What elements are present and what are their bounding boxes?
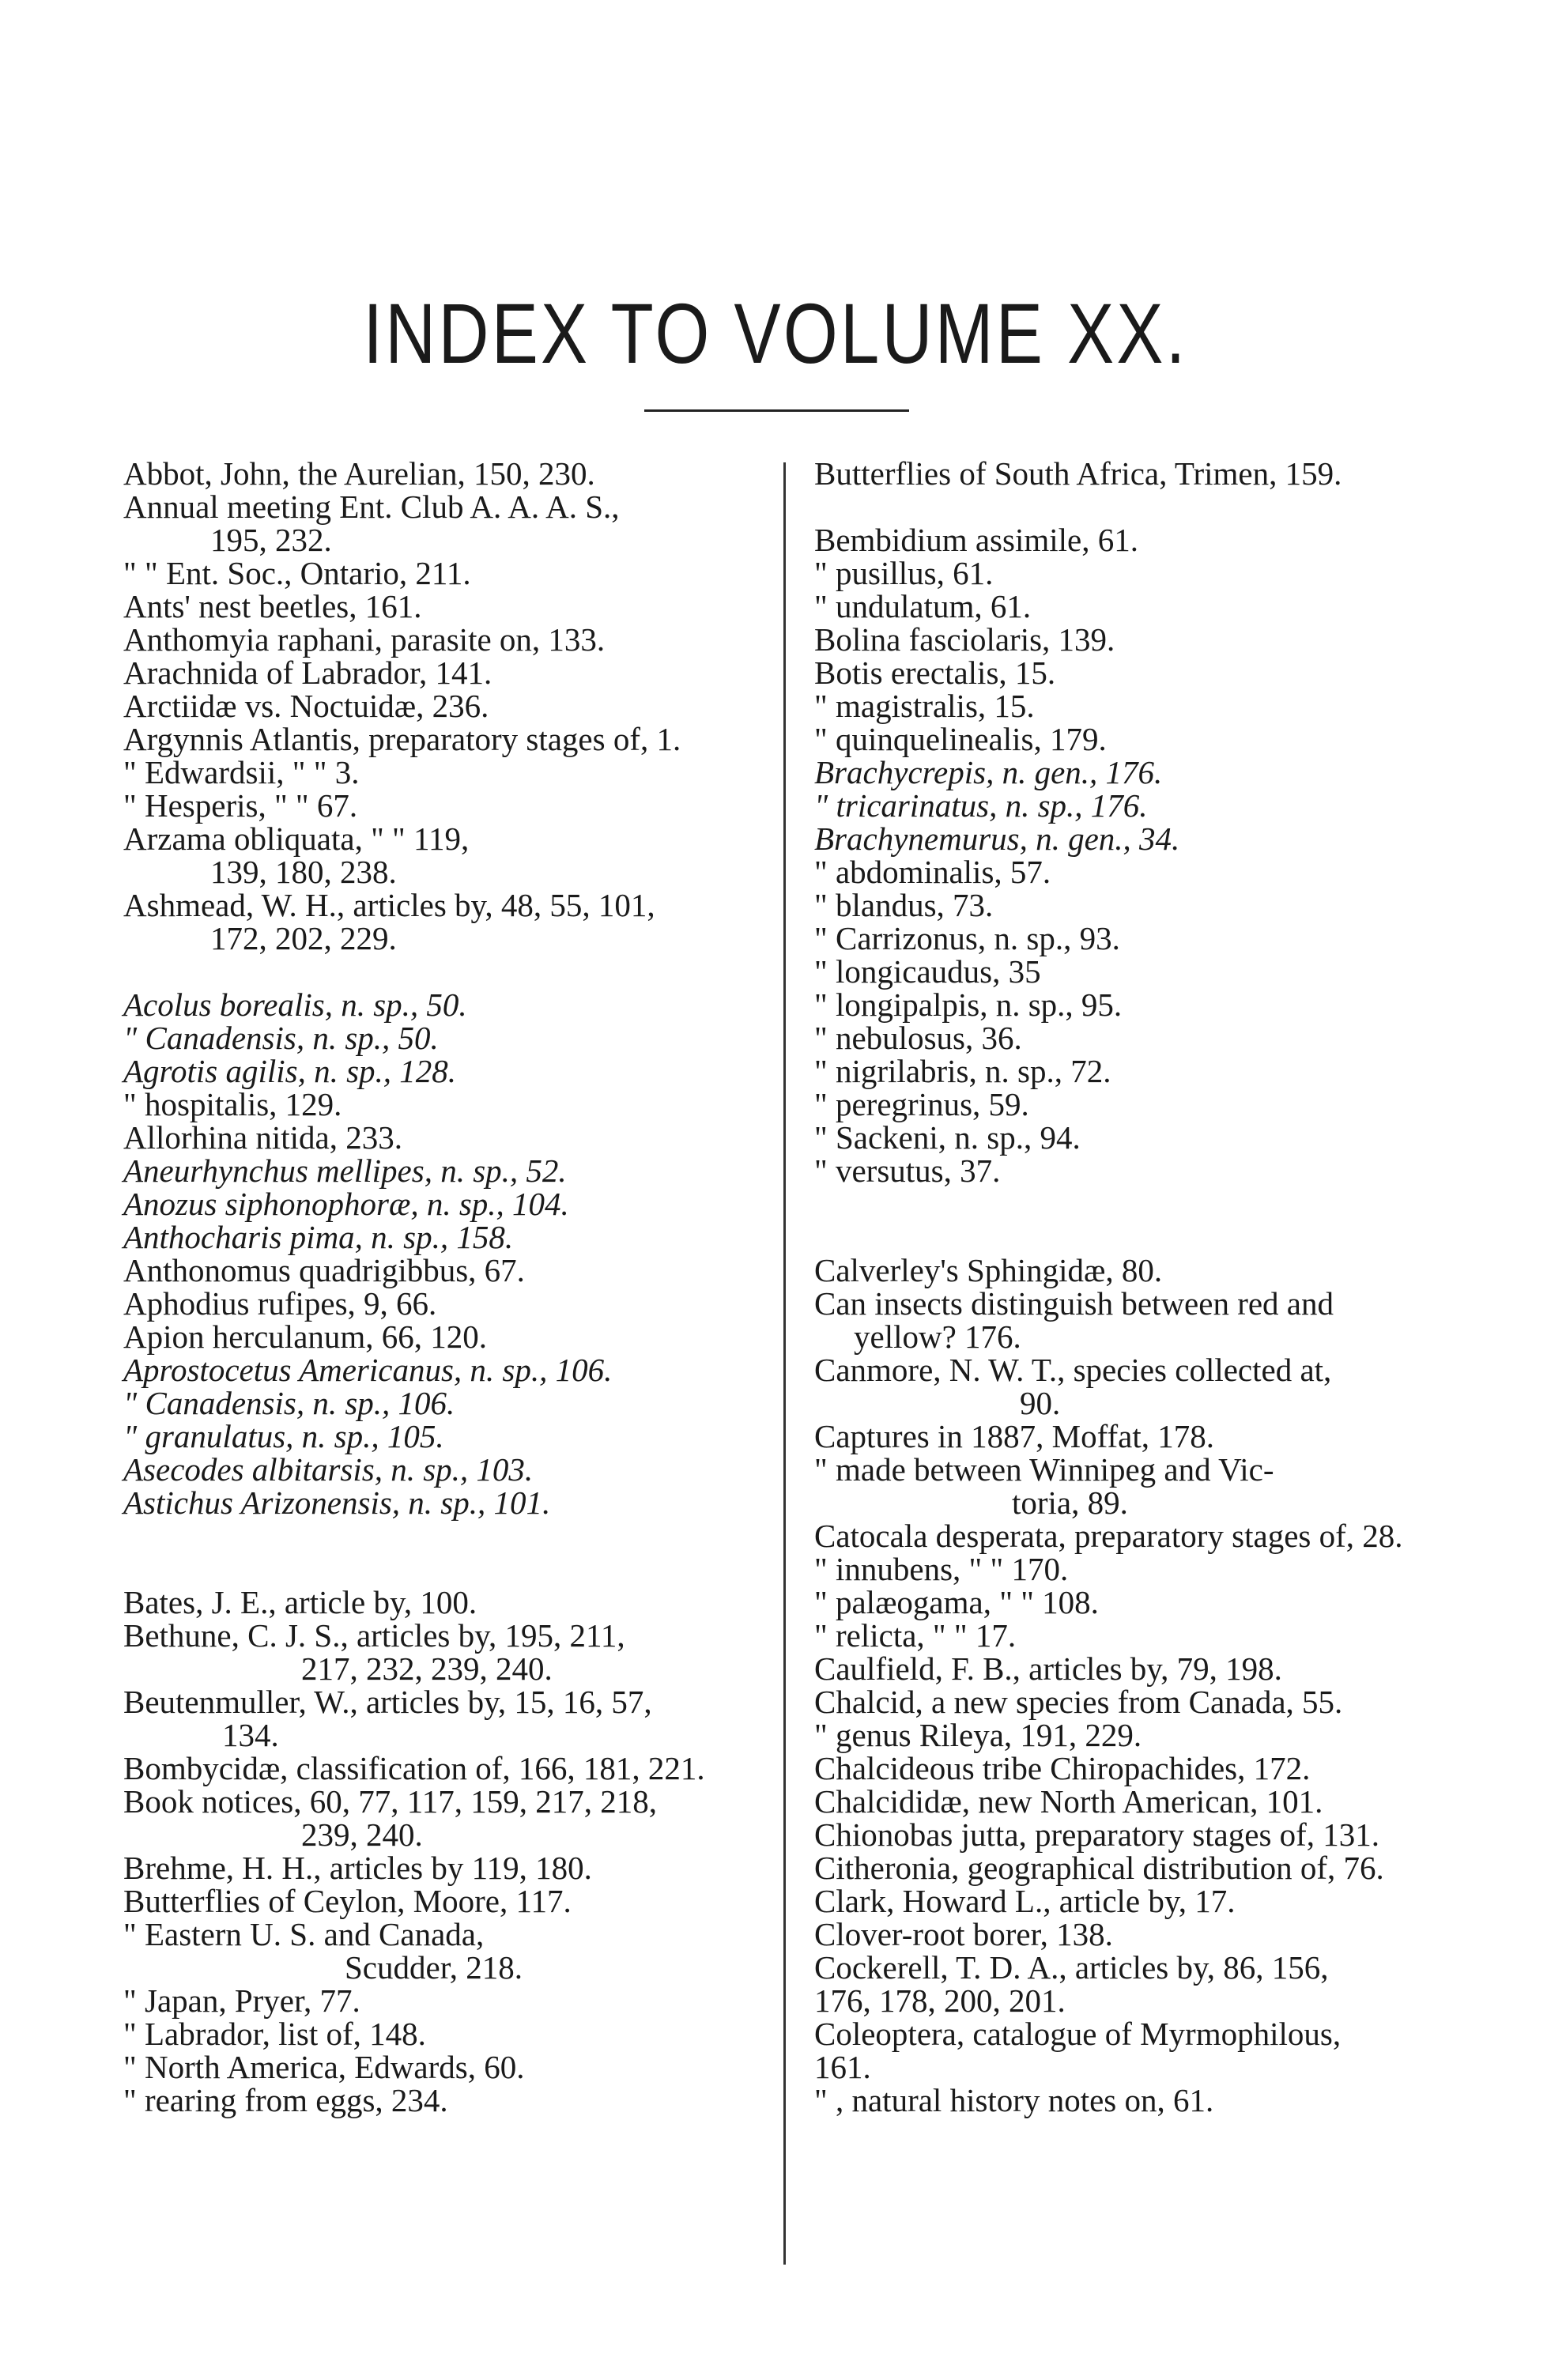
- index-entry: Anozus siphonophoræ, n. sp., 104.: [123, 1186, 569, 1222]
- index-entry: Caulfield, F. B., articles by, 79, 198.: [814, 1650, 1282, 1687]
- index-entry: " peregrinus, 59.: [814, 1086, 1029, 1122]
- index-entry: Chionobas jutta, preparatory stages of, 131.: [814, 1816, 1380, 1853]
- index-entry: " nebulosus, 36.: [814, 1020, 1022, 1056]
- index-entry: " undulatum, 61.: [814, 588, 1032, 624]
- index-entry: " blandus, 73.: [814, 887, 994, 923]
- index-entry: " Hesperis, " " 67.: [123, 787, 358, 824]
- index-entry: Butterflies of Ceylon, Moore, 117.: [123, 1883, 572, 1919]
- index-entry: Arzama obliquata, " " 119,: [123, 820, 470, 857]
- index-entry: 217, 232, 239, 240.: [301, 1650, 553, 1687]
- index-entry: Aphodius rufipes, 9, 66.: [123, 1285, 437, 1322]
- index-entry: Brehme, H. H., articles by 119, 180.: [123, 1850, 592, 1886]
- index-entry: Canmore, N. W. T., species collected at,: [814, 1352, 1332, 1388]
- index-entry: " hospitalis, 129.: [123, 1086, 342, 1122]
- index-entry: 139, 180, 238.: [210, 854, 397, 890]
- column-divider: [783, 462, 786, 2265]
- index-entry: " Japan, Pryer, 77.: [123, 1982, 360, 2019]
- index-entry: Anthonomus quadrigibbus, 67.: [123, 1252, 525, 1288]
- index-entry: 176, 178, 200, 201.: [814, 1982, 1066, 2019]
- index-entry: Citheronia, geographical distribution of, 76.: [814, 1850, 1384, 1886]
- index-entry: Bembidium assimile, 61.: [814, 522, 1138, 558]
- index-entry: Astichus Arizonensis, n. sp., 101.: [123, 1484, 551, 1521]
- index-entry: Acolus borealis, n. sp., 50.: [123, 986, 467, 1023]
- index-entry: Aprostocetus Americanus, n. sp., 106.: [123, 1352, 613, 1388]
- index-entry: toria, 89.: [1012, 1484, 1128, 1521]
- index-entry: Anthocharis pima, n. sp., 158.: [123, 1219, 514, 1255]
- index-entry: " abdominalis, 57.: [814, 854, 1051, 890]
- title-rule: [644, 409, 909, 412]
- index-entry: Asecodes albitarsis, n. sp., 103.: [123, 1451, 534, 1488]
- index-entry: Arctiidæ vs. Noctuidæ, 236.: [123, 688, 489, 724]
- index-entry: " Eastern U. S. and Canada,: [123, 1916, 485, 1952]
- index-entry: yellow? 176.: [854, 1318, 1021, 1355]
- index-entry: 134.: [222, 1717, 279, 1753]
- index-entry: Chalcideous tribe Chiropachides, 172.: [814, 1750, 1311, 1786]
- index-entry: Abbot, John, the Aurelian, 150, 230.: [123, 455, 595, 492]
- index-entry: Calverley's Sphingidæ, 80.: [814, 1252, 1163, 1288]
- index-entry: Beutenmuller, W., articles by, 15, 16, 57,: [123, 1684, 652, 1720]
- index-entry: Book notices, 60, 77, 117, 159, 217, 218,: [123, 1783, 657, 1820]
- index-entry: Bethune, C. J. S., articles by, 195, 211,: [123, 1617, 625, 1654]
- index-entry: Cockerell, T. D. A., articles by, 86, 156,: [814, 1949, 1329, 1986]
- index-entry: " granulatus, n. sp., 105.: [123, 1418, 444, 1454]
- index-entry: " Carrizonus, n. sp., 93.: [814, 920, 1120, 956]
- index-entry: Botis erectalis, 15.: [814, 654, 1056, 691]
- index-entry: Allorhina nitida, 233.: [123, 1119, 403, 1156]
- index-entry: " , natural history notes on, 61.: [814, 2082, 1214, 2118]
- index-entry: " longipalpis, n. sp., 95.: [814, 986, 1123, 1023]
- index-entry: " magistralis, 15.: [814, 688, 1035, 724]
- index-entry: Anthomyia raphani, parasite on, 133.: [123, 621, 606, 658]
- index-entry: Agrotis agilis, n. sp., 128.: [123, 1053, 457, 1089]
- index-entry: " pusillus, 61.: [814, 555, 994, 591]
- index-entry: Captures in 1887, Moffat, 178.: [814, 1418, 1214, 1454]
- index-entry: " longicaudus, 35: [814, 953, 1041, 990]
- index-entry: Coleoptera, catalogue of Myrmophilous,: [814, 2016, 1342, 2052]
- index-entry: Chalcididæ, new North American, 101.: [814, 1783, 1323, 1820]
- index-entry: 161.: [814, 2049, 871, 2085]
- index-entry: Ants' nest beetles, 161.: [123, 588, 422, 624]
- index-entry: " tricarinatus, n. sp., 176.: [814, 787, 1148, 824]
- index-entry: Aneurhynchus mellipes, n. sp., 52.: [123, 1152, 567, 1189]
- index-entry: Bates, J. E., article by, 100.: [123, 1584, 477, 1620]
- index-entry: " North America, Edwards, 60.: [123, 2049, 525, 2085]
- index-entry: " Canadensis, n. sp., 50.: [123, 1020, 439, 1056]
- index-entry: " Edwardsii, " " 3.: [123, 754, 360, 790]
- index-entry: " Labrador, list of, 148.: [123, 2016, 426, 2052]
- index-entry: Annual meeting Ent. Club A. A. A. S.,: [123, 488, 620, 525]
- index-entry: Catocala desperata, preparatory stages of, 28.: [814, 1518, 1403, 1554]
- index-entry: " made between Winnipeg and Vic-: [814, 1451, 1274, 1488]
- index-entry: Apion herculanum, 66, 120.: [123, 1318, 488, 1355]
- index-entry: " Canadensis, n. sp., 106.: [123, 1385, 455, 1421]
- index-entry: " quinquelinealis, 179.: [814, 721, 1107, 757]
- index-entry: " genus Rileya, 191, 229.: [814, 1717, 1142, 1753]
- index-entry: 172, 202, 229.: [210, 920, 397, 956]
- index-entry: [814, 490, 1439, 523]
- index-entry: " " Ent. Soc., Ontario, 211.: [123, 555, 471, 591]
- index-entry: Clover-root borer, 138.: [814, 1916, 1113, 1952]
- index-entry: Arachnida of Labrador, 141.: [123, 654, 492, 691]
- index-entry: Can insects distinguish between red and: [814, 1285, 1334, 1322]
- index-entry: " palæogama, " " 108.: [814, 1584, 1099, 1620]
- index-entry: " relicta, " " 17.: [814, 1617, 1017, 1654]
- index-column-right: [814, 457, 1439, 2117]
- index-entry: 90.: [1020, 1385, 1061, 1421]
- index-entry: Argynnis Atlantis, preparatory stages of, 1.: [123, 721, 681, 757]
- index-entry: 239, 240.: [301, 1816, 423, 1853]
- page-title: INDEX TO VOLUME XX.: [363, 285, 1188, 381]
- index-entry: [123, 1519, 772, 1552]
- index-entry: " rearing from eggs, 234.: [123, 2082, 448, 2118]
- index-entry: [814, 1187, 1439, 1220]
- index-entry: Bolina fasciolaris, 139.: [814, 621, 1115, 658]
- index-entry: " versutus, 37.: [814, 1152, 1001, 1189]
- index-entry: " innubens, " " 170.: [814, 1551, 1069, 1587]
- index-entry: Chalcid, a new species from Canada, 55.: [814, 1684, 1343, 1720]
- index-column-left: [123, 457, 772, 2117]
- index-entry: Ashmead, W. H., articles by, 48, 55, 101,: [123, 887, 655, 923]
- index-entry: Brachynemurus, n. gen., 34.: [814, 820, 1180, 857]
- index-entry: [123, 1552, 772, 1586]
- index-entry: Brachycrepis, n. gen., 176.: [814, 754, 1163, 790]
- index-entry: Butterflies of South Africa, Trimen, 159.: [814, 455, 1342, 492]
- index-entry: [814, 1220, 1439, 1254]
- index-entry: Clark, Howard L., article by, 17.: [814, 1883, 1236, 1919]
- index-entry: " nigrilabris, n. sp., 72.: [814, 1053, 1111, 1089]
- index-entry: " Sackeni, n. sp., 94.: [814, 1119, 1081, 1156]
- index-entry: 195, 232.: [210, 522, 332, 558]
- index-entry: [123, 955, 772, 988]
- index-entry: Bombycidæ, classification of, 166, 181, 221.: [123, 1750, 705, 1786]
- index-entry: Scudder, 218.: [345, 1949, 523, 1986]
